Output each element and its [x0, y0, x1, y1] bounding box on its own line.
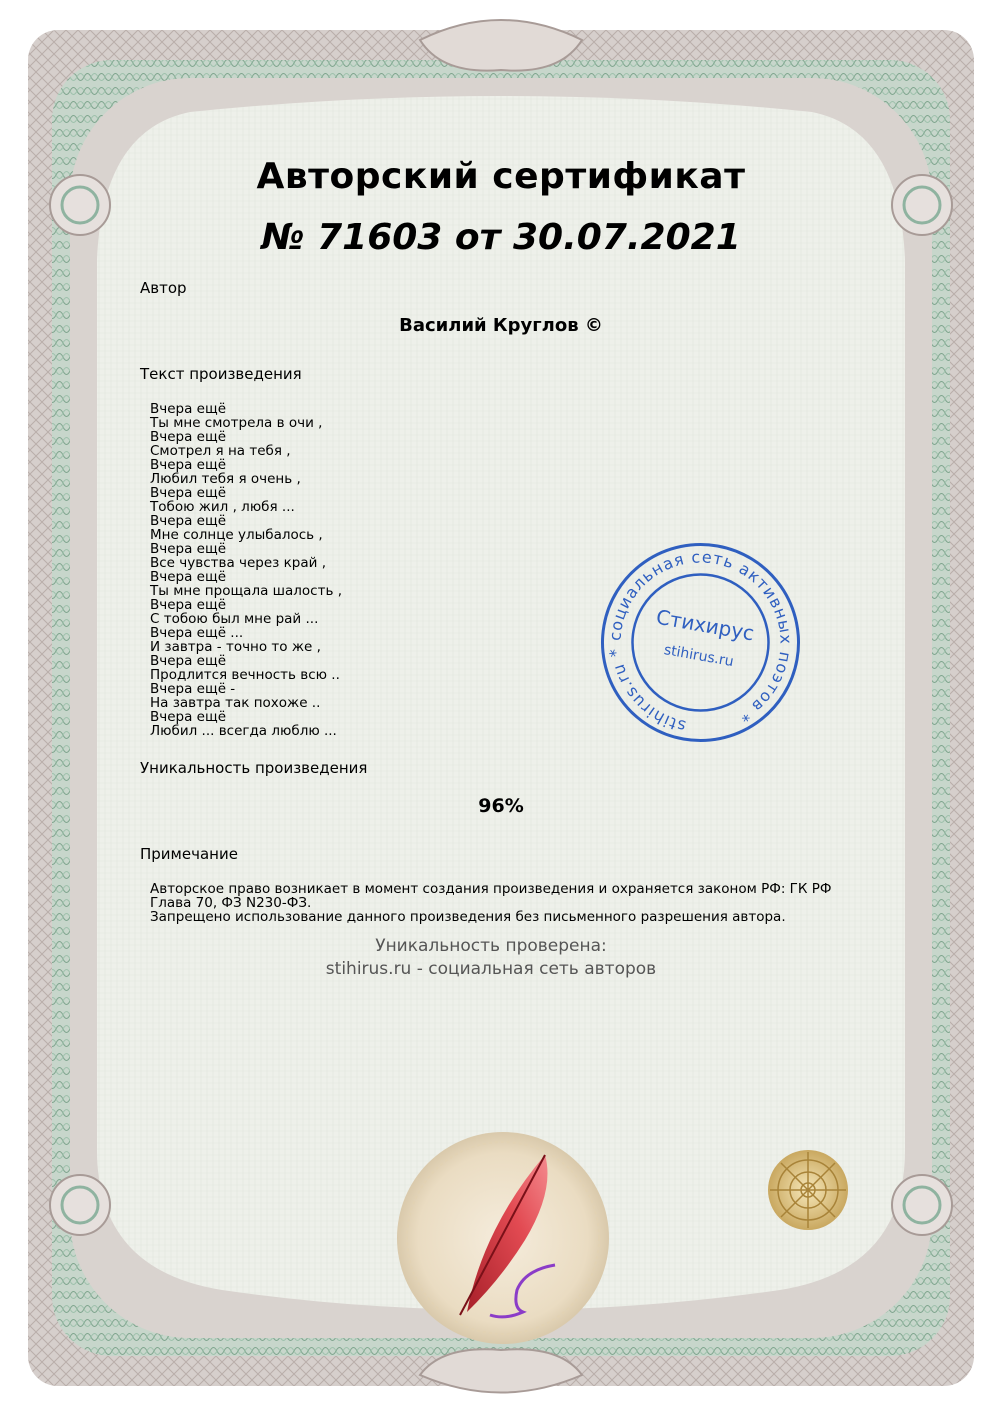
- poem-line: С тобою был мне рай ...: [150, 611, 319, 627]
- poem-line: Любил ... всегда люблю ...: [150, 723, 337, 739]
- poem-line: Вчера ещё: [150, 597, 227, 613]
- poem-line: Ты мне смотрела в очи ,: [150, 415, 323, 431]
- note-prohibition: Запрещено использование данного произведения без письменного разрешения автора.: [150, 909, 786, 925]
- poem-text: [150, 402, 342, 738]
- svg-text:stihirus.ru * социальная сеть: [598, 540, 803, 745]
- poem-line: Вчера ещё: [150, 485, 227, 501]
- poem-line: Вчера ещё: [150, 541, 227, 557]
- checked-line: Уникальность проверена:: [375, 936, 607, 956]
- poem-line: Вчера ещё: [150, 569, 227, 585]
- poem-line: Смотрел я на тебя ,: [150, 443, 291, 459]
- feather-logo-seal: [395, 1130, 611, 1346]
- uniqueness-checked: [0, 935, 982, 981]
- poem-line: Вчера ещё: [150, 429, 227, 445]
- poem-line: Вчера ещё: [150, 457, 227, 473]
- poem-line: На завтра так похоже ..: [150, 695, 321, 711]
- certificate-number: № 71603 от 30.07.2021: [261, 217, 741, 258]
- uniqueness-value: 96%: [478, 795, 524, 817]
- gold-rosette-icon: [766, 1148, 850, 1232]
- poem-line: Вчера ещё: [150, 653, 227, 669]
- certificate-title: Авторский сертификат: [256, 156, 746, 197]
- uniqueness-label: Уникальность произведения: [140, 759, 368, 777]
- poem-line: Тобою жил , любя ...: [150, 499, 295, 515]
- stihirus-stamp: [598, 540, 803, 745]
- note-text: [150, 882, 850, 924]
- poem-line: Вчера ещё -: [150, 681, 236, 697]
- stamp-title: Стихирус: [654, 604, 757, 646]
- poem-line: И завтра - точно то же ,: [150, 639, 321, 655]
- poem-line: Ты мне прощала шалость ,: [150, 583, 342, 599]
- poem-line: Любил тебя я очень ,: [150, 471, 301, 487]
- work-text-label: Текст произведения: [140, 365, 302, 383]
- poem-line: Продлится вечность всю ..: [150, 667, 340, 683]
- poem-line: Вчера ещё: [150, 513, 227, 529]
- poem-line: Вчера ещё: [150, 401, 227, 417]
- author-label: Автор: [140, 279, 187, 297]
- author-name: Василий Круглов ©: [399, 315, 603, 336]
- note-copyright: Авторское право возникает в момент создания произведения и охраняется законом РФ: ГК РФ Глава 70, ФЗ N230-ФЗ.: [150, 881, 832, 911]
- poem-line: Все чувства через край ,: [150, 555, 326, 571]
- poem-line: Вчера ещё ...: [150, 625, 244, 641]
- poem-line: Мне солнце улыбалось ,: [150, 527, 323, 543]
- stamp-ring-text: stihirus.ru * социальная сеть активных поэтов *: [605, 547, 796, 737]
- checked-source: stihirus.ru - социальная сеть авторов: [325, 959, 657, 979]
- note-label: Примечание: [140, 845, 238, 863]
- stamp-subtitle: stihirus.ru: [662, 642, 735, 671]
- poem-line: Вчера ещё: [150, 709, 227, 725]
